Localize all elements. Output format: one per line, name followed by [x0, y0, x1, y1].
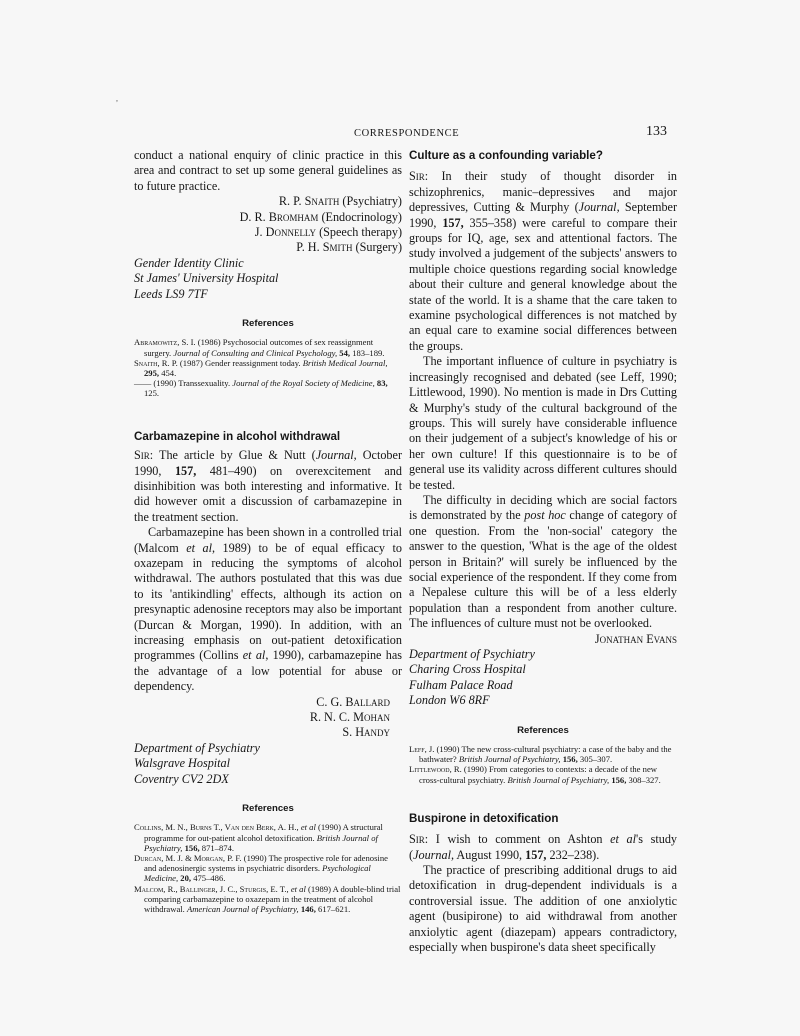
references-heading: References — [517, 724, 569, 736]
signature-line: J. Donnelly (Speech therapy) — [254, 225, 402, 240]
reference-item: Malcom, R., Ballinger, J. C., Sturgis, E. T., et al (1989) A double-blind trial comparing carbamazepine to oxazepam in the treatment of alcohol withdrawal. American Journal of Psychiatry, 146, 617–621. — [134, 883, 401, 915]
letter-paragraph: Sir: I wish to comment on Ashton et al's study (Journal, August 1990, 157, 232–238). — [409, 832, 678, 862]
letter-paragraph: The important influence of culture in psychiatry is increasingly recognised and debated (see Leff, 1990; Littlewood, 1990). No mention is made in Drs Cutting & Murphy's study of the cultural background of the groups. This will surely have considerable influence on their judgement of a subject's knowledge of his or her own culture! If this questionnaire is to be of general use its validity across different cultures should be tested. — [409, 354, 677, 492]
signature-block-1 — [134, 194, 402, 256]
signature-line: Jonathan Evans — [594, 631, 677, 646]
signature-line: R. N. C. Mohan — [309, 710, 390, 724]
page-number: 133 — [646, 124, 667, 139]
letter-paragraph: Sir: In their study of thought disorder in schizophrenics, manic–depressives and major depressives, Cutting & Murphy (Journal, September 1990, 157, 355–358) were careful to compare their groups for IQ, age, sex and attentional factors. The study involved a judgement of the subjects' answers to multiple choice questions regarding social knowledge about their culture and general knowledge about the state of the world. It is a shame that the care taken to examine psychological differences is not matched by an equal care to examine social differences between the groups. — [409, 169, 678, 353]
letter-title: Buspirone in detoxification — [409, 811, 559, 825]
scan-mark: , — [116, 94, 118, 103]
signature-line: S. Handy — [342, 725, 390, 740]
running-title: CORRESPONDENCE — [354, 128, 460, 139]
letter-title: Carbamazepine in alcohol withdrawal — [134, 429, 341, 443]
signature-line: C. G. Ballard — [316, 694, 390, 709]
reference-item: Collins, M. N., Burns T., Van den Berk, A. H., et al (1990) A structural programme for out-patient alcohol detoxification. British Journal of Psychiatry, 156, 871–874. — [134, 822, 383, 853]
letter-paragraph: Sir: The article by Glue & Nutt (Journal, October 1990, 157, 481–490) on overexcitement and disinhibition was both interesting and informative. It did however omit a discussion of carbamazepine in the treatment section. — [134, 448, 402, 524]
letter-paragraph: The difficulty in deciding which are social factors is demonstrated by the post hoc change of category of one question. From the 'non-social' category the answer to the question, 'What is the age of the oldest person in Britain?' will surely be influenced by the social experience of the respondent. If they come from a Nepalese culture this will be of a less elderly population than a respondent from another culture. The influences of culture must not be overlooked. — [409, 492, 677, 631]
address-block-1: Gender Identity Clinic St James' University Hospital Leeds LS9 7TF — [134, 255, 279, 301]
address-block: Department of Psychiatry Charing Cross Hospital Fulham Palace Road London W6 8RF — [409, 647, 535, 708]
references-heading: References — [242, 318, 294, 330]
reference-item: Leff, J. (1990) The new cross-cultural psychiatry: a case of the baby and the bathwater? British Journal of Psychiatry, 156, 305–307. — [409, 744, 672, 765]
reference-item: Durcan, M. J. & Morgan, P. F. (1990) The prospective role for adenosine and adenosinergic systems in psychiatric disorders. Psychological Medicine, 20, 475–486. — [134, 853, 388, 884]
reference-item: Abramowitz, S. I. (1986) Psychosocial outcomes of sex reassignment surgery. Journal of Consulting and Clinical Psychology, 54, 183–189. — [134, 337, 385, 358]
signature-line: P. H. Smith (Surgery) — [296, 240, 402, 255]
left-column — [134, 148, 402, 914]
letter-paragraph: The practice of prescribing additional drugs to aid detoxification in drug-dependent individuals is a controversial issue. The addition of one anxiolytic agent (busipirone) to aid withdrawal from another anxiolytic agent (diazepam) appears contradictory, especially when buspirone's data sheet specifically — [409, 863, 677, 955]
signature-block-2 — [134, 695, 402, 741]
references-heading: References — [242, 803, 294, 815]
letter-title: Culture as a confounding variable? — [409, 149, 603, 162]
reference-item: Snaith, R. P. (1987) Gender reassignment today. British Medical Journal, 295, 454. — [134, 357, 388, 379]
reference-item: Littlewood, R. (1990) From categories to contexts: a decade of the new cross-cultural psychiatry. British Journal of Psychiatry, 156, 308–327. — [409, 764, 661, 785]
signature-line: R. P. Snaith (Psychiatry) — [278, 194, 402, 209]
reference-item: —— (1990) Transsexuality. Journal of the Royal Society of Medicine, 83, 125. — [134, 378, 388, 399]
signature-line: D. R. Bromham (Endocrinology) — [239, 209, 402, 224]
letter-paragraph: Carbamazepine has been shown in a controlled trial (Malcom et al, 1989) to be of equal efficacy to oxazepam in reducing the symptoms of alcohol withdrawal. The authors postulated that this was due to its 'antikindling' effects, although its action on presynaptic adenosine receptors may also be important (Durcan & Morgan, 1990). In addition, with an increasing emphasis on out-patient detoxification programmes (Collins et al, 1990), carbamazepine has the advantage of a low potential for abuse or dependency. — [134, 525, 402, 694]
address-block-2: Department of Psychiatry Walsgrave Hospital Coventry CV2 2DX — [134, 740, 260, 786]
intro-paragraph: conduct a national enquiry of clinic practice in this area and contract to set up some general guidelines as to future practice. — [134, 148, 402, 193]
right-column — [409, 148, 677, 956]
